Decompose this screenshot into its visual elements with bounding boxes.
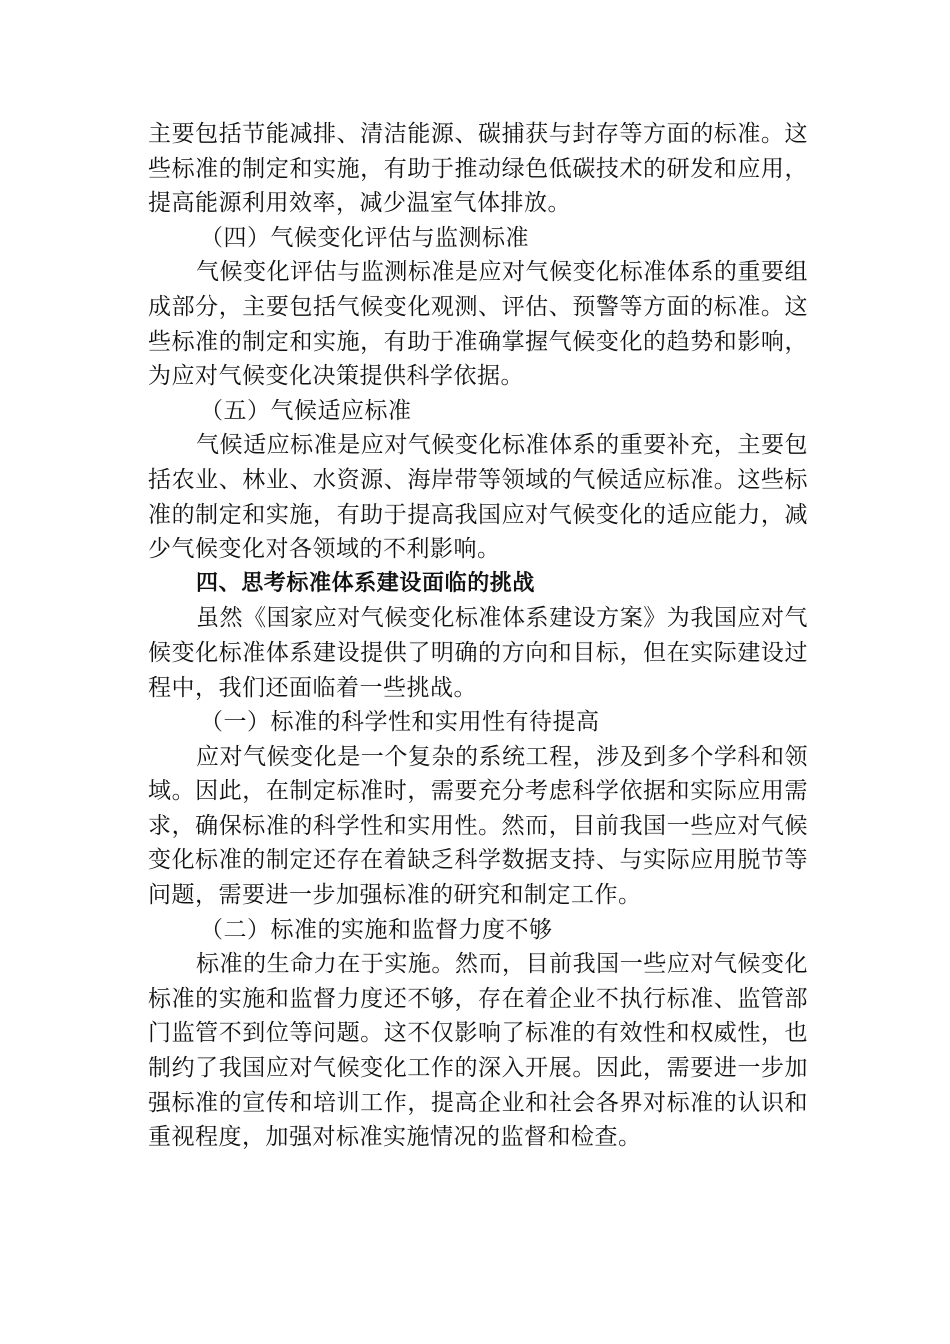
paragraph-energy-standards: 主要包括节能减排、清洁能源、碳捕获与封存等方面的标准。这些标准的制定和实施，有助于推动绿色低碳技术的研发和应用，提高能源利用效率，减少温室气体排放。 [148, 121, 808, 217]
paragraph-challenges-intro: 虽然《国家应对气候变化标准体系建设方案》为我国应对气候变化标准体系建设提供了明确的方向和目标，但在实际建设过程中，我们还面临着一些挑战。 [148, 605, 808, 701]
section-heading-challenges: 四、思考标准体系建设面临的挑战 [196, 570, 536, 596]
subheading-adaptation: （五）气候适应标准 [200, 397, 412, 424]
paragraph-scientific-practical: 应对气候变化是一个复杂的系统工程，涉及到多个学科和领域。因此，在制定标准时，需要充分考虑科学依据和实际应用需求，确保标准的科学性和实用性。然而，目前我国一些应对气候变化标准的制定还存在着缺乏科学数据支持、与实际应用脱节等问题，需要进一步加强标准的研究和制定工作。 [148, 743, 808, 909]
paragraph-implementation-supervision: 标准的生命力在于实施。然而，目前我国一些应对气候变化标准的实施和监督力度还不够，存在着企业不执行标准、监管部门监管不到位等问题。这不仅影响了标准的有效性和权威性，也制约了我国应对气候变化工作的深入开展。因此，需要进一步加强标准的宣传和培训工作，提高企业和社会各界对标准的认识和重视程度，加强对标准实施情况的监督和检查。 [148, 951, 808, 1151]
document-body [148, 117, 808, 1155]
paragraph-adaptation: 气候适应标准是应对气候变化标准体系的重要补充，主要包括农业、林业、水资源、海岸带等领域的气候适应标准。这些标准的制定和实施，有助于提高我国应对气候变化的适应能力，减少气候变化对各领域的不利影响。 [148, 432, 808, 563]
subheading-assessment-monitoring: （四）气候变化评估与监测标准 [200, 224, 529, 251]
paragraph-assessment-monitoring: 气候变化评估与监测标准是应对气候变化标准体系的重要组成部分，主要包括气候变化观测、评估、预警等方面的标准。这些标准的制定和实施，有助于准确掌握气候变化的趋势和影响，为应对气候变化决策提供科学依据。 [148, 259, 808, 390]
subheading-implementation-supervision: （二）标准的实施和监督力度不够 [200, 916, 553, 943]
subheading-scientific-practical: （一）标准的科学性和实用性有待提高 [200, 709, 600, 736]
